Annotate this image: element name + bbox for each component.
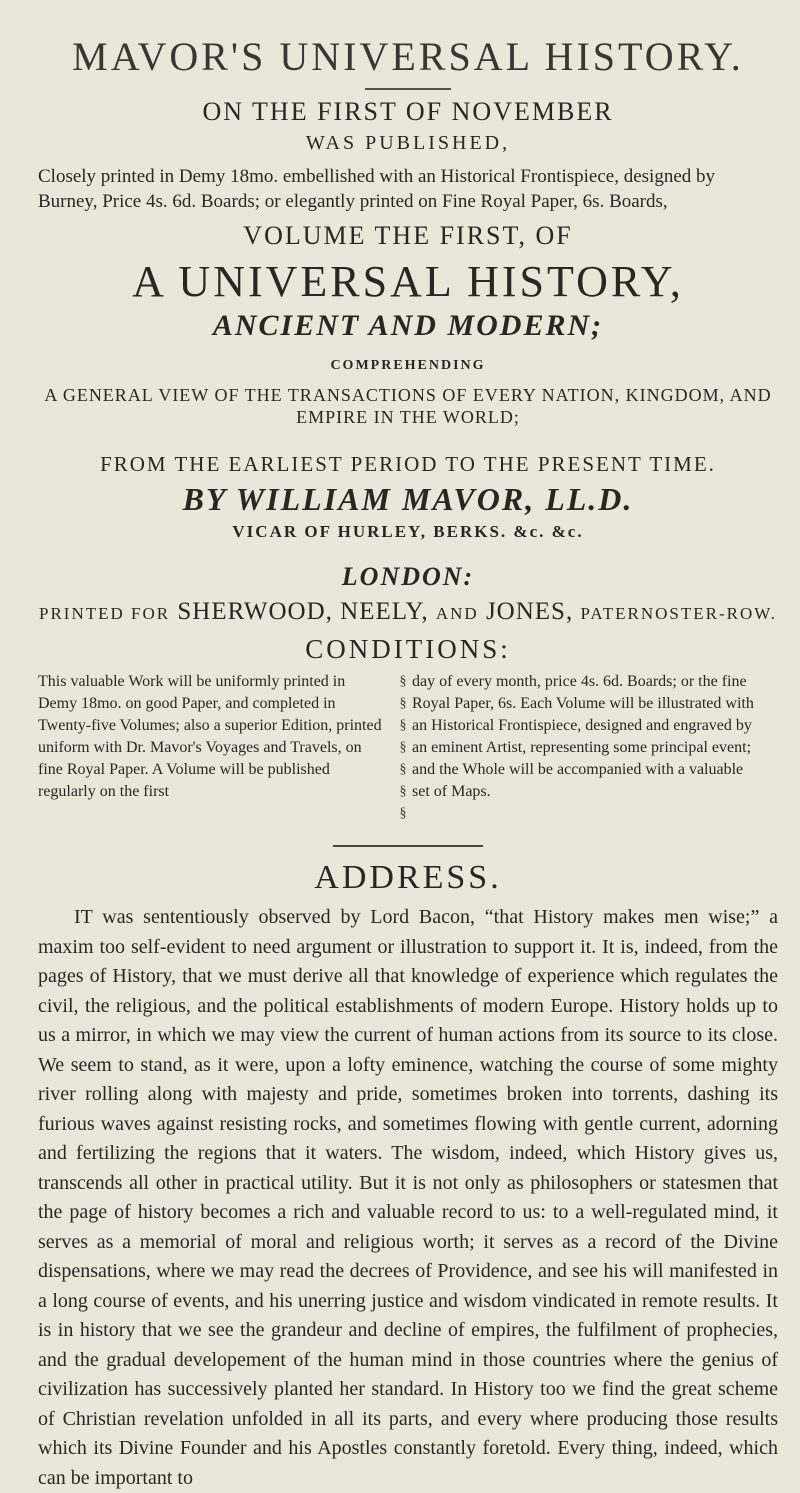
printed-for-label: PRINTED FOR — [39, 604, 171, 623]
publishers-name: SHERWOOD, NEELY, — [177, 598, 429, 625]
jones-name: JONES, — [485, 598, 574, 625]
conditions-columns — [38, 671, 778, 825]
conditions-right-column — [412, 671, 762, 825]
general-view-line: A GENERAL VIEW OF THE TRANSACTIONS OF EVERY NATION, KINGDOM, AND EMPIRE IN THE WORLD; — [44, 385, 772, 427]
conditions-heading: CONDITIONS: — [305, 634, 511, 664]
vicar-line: VICAR OF HURLEY, BERKS. &c. &c. — [232, 522, 584, 541]
book-subtitle: ANCIENT AND MODERN; — [212, 309, 604, 342]
title-rule — [365, 88, 451, 90]
address-heading: ADDRESS. — [314, 859, 502, 896]
from-period-line: FROM THE EARLIEST PERIOD TO THE PRESENT TIME. — [100, 452, 716, 476]
was-published-line: WAS PUBLISHED, — [305, 132, 511, 154]
section-rule — [333, 845, 483, 847]
volume-line: VOLUME THE FIRST, OF — [243, 221, 573, 250]
conditions-right-text: day of every month, price 4s. 6d. Boards; or the fine Royal Paper, 6s. Each Volume will be illustrated with an Historical Frontispiece, designed and engraved by an eminent Artist, representing some principal event; and the Whole will be accompanied with a valuable set of Maps. — [412, 673, 754, 800]
column-divider: § § § § § § § — [399, 674, 407, 821]
conditions-left-column — [38, 671, 394, 825]
printed-for-line — [38, 598, 778, 626]
address-paragraph: IT was sententiously observed by Lord Bacon, “that History makes men wise;” a maxim too self-evident to need argument or illustration to support it. It is, indeed, from the pages of History, that we must derive all that knowledge of experience which regulates the civil, the religious, and the political establishments of modern Europe. History holds up to us a mirror, in which we may view the current of human actions from its source to its close. We seem to stand, as it were, upon a lofty eminence, watching the course of some mighty river rolling along with majesty and pride, sometimes broken into torrents, dashing its furious waves against resisting rocks, and sometimes flowing with gentle current, adorning and fertilizing the regions that it waters. The wisdom, indeed, which History gives us, transcends all other in practical utility. But it is not only as philosophers or statesmen that the page of history becomes a rich and valuable record to us: to a well-regulated mind, it serves as a memorial of moral and religious worth; it serves as a record of the Divine dispensations, where we may read the decrees of Providence, and see his will manifested in a long course of events, and his unerring justice and wisdom vindicated in remote results. It is in history that we see the grandeur and decline of empires, the fulfilment of prophecies, and the gradual developement of the human mind in those countries where the genius of civilization has successively planted her standard. In History too we find the great scheme of Christian revelation unfolded in all its parts, and every where producing those results which its Divine Founder and his Apostles constantly foretold. Every thing, indeed, which can be important to — [38, 906, 778, 1489]
book-title: A UNIVERSAL HISTORY, — [132, 257, 684, 306]
conditions-left-text: This valuable Work will be uniformly printed in Demy 18mo. on good Paper, and completed in Twenty-five Volumes; also a superior Edition, printed uniform with Dr. Mavor's Voyages and Travels, on fine Royal Paper. A Volume will be published regularly on the first — [38, 673, 382, 800]
intro-paragraph: Closely printed in Demy 18mo. embellished with an Historical Frontispiece, designed by Burney, Price 4s. 6d. Boards; or elegantly printed on Fine Royal Paper, 6s. Boards, — [38, 166, 716, 212]
london-line: LONDON: — [341, 562, 475, 591]
and-label: AND — [435, 604, 479, 623]
paternoster-label: PATERNOSTER-ROW. — [580, 604, 777, 623]
page-title: MAVOR'S UNIVERSAL HISTORY. — [72, 34, 744, 79]
comprehending-line: COMPREHENDING — [330, 358, 486, 373]
address-body — [38, 903, 778, 1493]
publication-date-line: ON THE FIRST OF NOVEMBER — [202, 97, 614, 126]
author-line: BY WILLIAM MAVOR, LL.D. — [182, 481, 634, 517]
